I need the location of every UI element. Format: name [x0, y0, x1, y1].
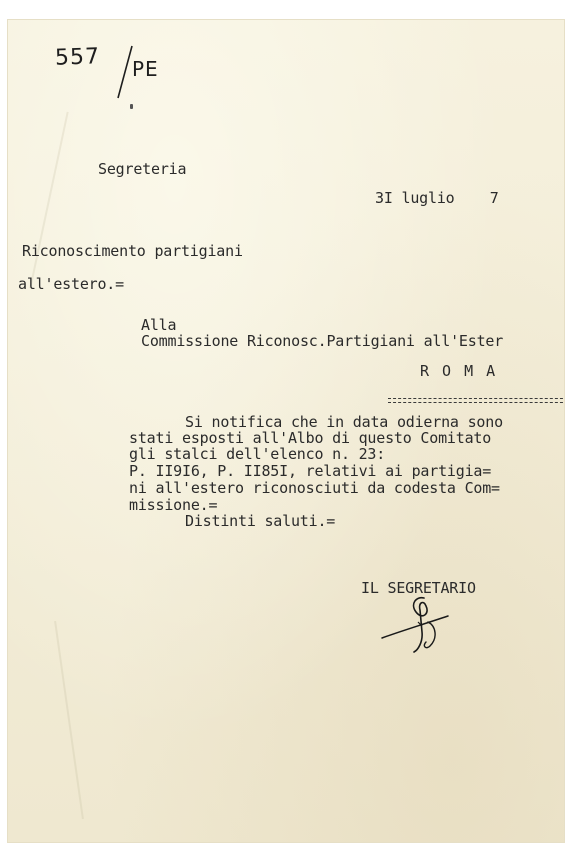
- body-line: stati esposti all'Albo di questo Comitato: [129, 429, 492, 447]
- paper-crease: [54, 621, 84, 819]
- serial-suffix: PE: [132, 57, 159, 81]
- handwritten-signature: [378, 592, 458, 662]
- paper-crease: [29, 112, 68, 288]
- body-line: missione.=: [129, 496, 218, 514]
- recipient-city: R O M A: [420, 362, 498, 380]
- subject-line-2: all'estero.=: [18, 275, 124, 293]
- body-line: P. II9I6, P. II85I, relativi ai partigia=: [129, 462, 492, 480]
- city-underline: [388, 402, 564, 403]
- recipient-name: Commissione Riconosc.Partigiani all'Ester: [141, 332, 504, 350]
- document-page: [8, 20, 564, 842]
- closing-salutation: Distinti saluti.=: [185, 512, 336, 530]
- office-heading: Segreteria: [98, 160, 187, 178]
- recipient-salutation: Alla: [141, 316, 177, 334]
- city-underline: [388, 398, 564, 399]
- document-date: 3I luglio 7: [375, 189, 499, 207]
- ink-speck: [130, 104, 133, 109]
- body-line: ni all'estero riconosciuti da codesta Com=: [129, 479, 500, 497]
- subject-line-1: Riconoscimento partigiani: [22, 242, 243, 260]
- body-line: gli stalci dell'elenco n. 23:: [129, 445, 386, 463]
- signatory-title: IL SEGRETARIO: [361, 579, 476, 597]
- body-line: Si notifica che in data odierna sono: [185, 413, 503, 431]
- serial-number: 557: [54, 44, 101, 71]
